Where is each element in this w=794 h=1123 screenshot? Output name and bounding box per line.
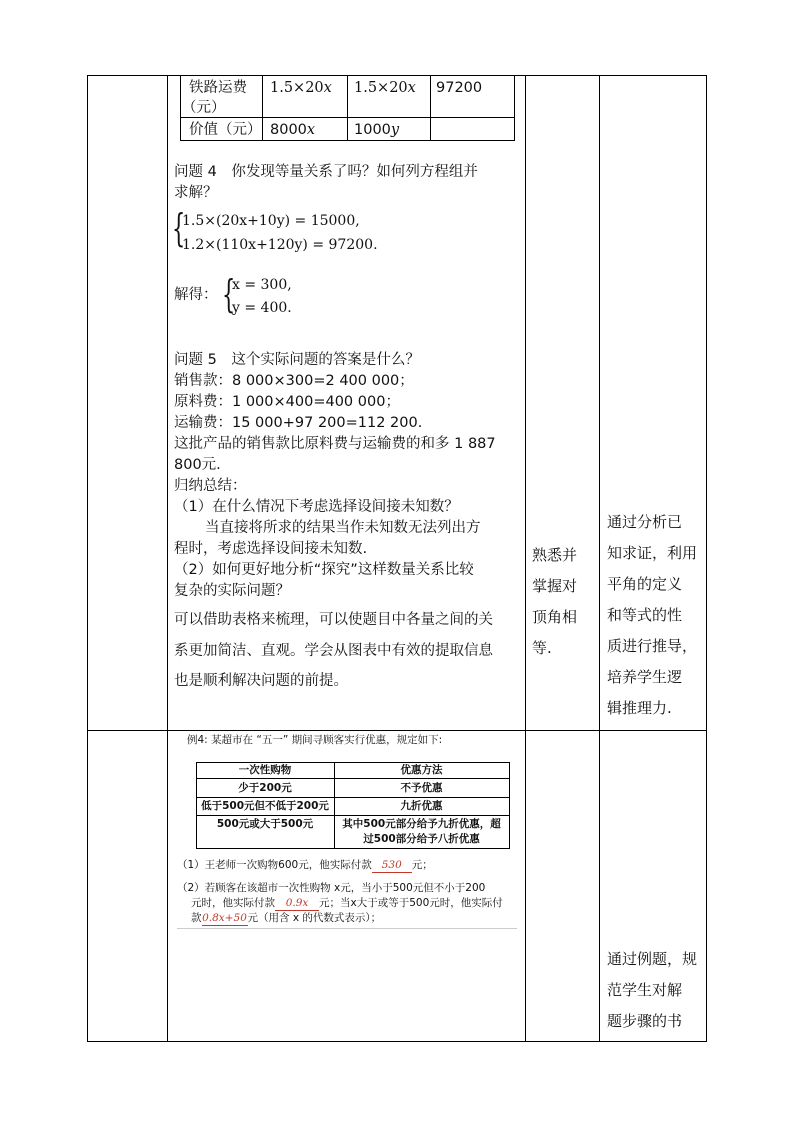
- example-title: 例4: 某超市在 “五一” 期间寻顾客实行优惠，规定如下:: [187, 734, 443, 746]
- summary-q2-line2: 复杂的实际问题？: [174, 583, 290, 599]
- col-line-3: [599, 75, 600, 1042]
- col-line-0: [87, 75, 88, 1042]
- sales-line: 销售款：8 000×300=2 400 000；: [174, 373, 414, 389]
- cell-rail-cost-unit: （元）: [182, 100, 226, 116]
- answer-q1: 530: [381, 859, 402, 871]
- equation-2: 1.2×(110x+120y) = 97200.: [182, 237, 378, 253]
- solution-x: x = 300,: [232, 277, 292, 293]
- conclusion-line1: 这批产品的销售款比原料费与运输费的和多 1 887: [174, 436, 496, 452]
- equation-brace: {: [172, 206, 186, 250]
- cell-rail-cost-label: 铁路运费: [189, 80, 247, 96]
- summary-title: 归纳总结：: [174, 478, 247, 494]
- summary-a2-line2: 系更加简洁、直观。学会从图表中有效的提取信息: [174, 643, 493, 659]
- example-q2-line1: （2）若顾客在该超市一次性购物 x元，当小于500元但不小于200: [177, 882, 486, 894]
- transport-cost-line: 运输费：15 000+97 200=112 200.: [174, 415, 423, 431]
- question-4-line1: 问题 4 你发现等量关系了吗？如何列方程组并: [174, 164, 478, 180]
- summary-a1-line1: 当直接将所求的结果当作未知数无法列出方: [205, 520, 481, 536]
- solution-label: 解得：: [174, 287, 218, 303]
- equation-1: 1.5×(20x+10y) = 15000,: [182, 213, 360, 229]
- example-underline: [177, 928, 517, 929]
- summary-a2-line3: 也是顺利解决问题的前提。: [174, 673, 348, 689]
- answer-q2-b: 0.8x+50: [202, 912, 247, 924]
- col-line-1: [167, 75, 168, 1042]
- cell-rail-cost-b: 1.5×20x: [354, 80, 416, 96]
- question-5-title: 问题 5 这个实际问题的答案是什么？: [174, 352, 420, 368]
- example-q1: （1）王老师一次购物600元，他实际付款 530 元；: [177, 859, 433, 871]
- cell-value-b: 1000y: [354, 122, 400, 138]
- question-4-line2: 求解？: [174, 185, 218, 201]
- col-line-2: [525, 75, 526, 1042]
- summary-a2-line1: 可以借助表格来梳理，可以使题目中各量之间的关: [174, 612, 493, 628]
- summary-a1-line2: 程时，考虑选择设间接未知数.: [174, 541, 368, 557]
- cell-rail-cost-a: 1.5×20x: [270, 80, 332, 96]
- conclusion-line2: 800元.: [174, 457, 221, 473]
- row-divider: [87, 730, 707, 731]
- outer-table-bottom: [87, 1041, 707, 1042]
- answer-q2-a: 0.9x: [285, 897, 309, 909]
- material-cost-line: 原料费：1 000×400=400 000；: [174, 394, 400, 410]
- solution-brace: {: [222, 272, 236, 316]
- example-q2-line3: 款0.8x+50元（用含 x 的代数式表示）；: [191, 912, 382, 924]
- summary-q1: （1）在什么情况下考虑选择设间接未知数？: [174, 499, 459, 515]
- example-q2-line2: 元时，他实际付款 0.9x 元；当x大于或等于500元时，他实际付: [191, 897, 503, 909]
- col-line-4: [706, 75, 707, 1042]
- cell-value-a: 8000x: [270, 122, 316, 138]
- cell-rail-cost-total: 97200: [436, 80, 483, 96]
- cell-value-label: 价值（元）: [189, 122, 262, 138]
- summary-q2-line1: （2）如何更好地分析“探究”这样数量关系比较: [174, 562, 474, 578]
- solution-y: y = 400.: [232, 300, 292, 316]
